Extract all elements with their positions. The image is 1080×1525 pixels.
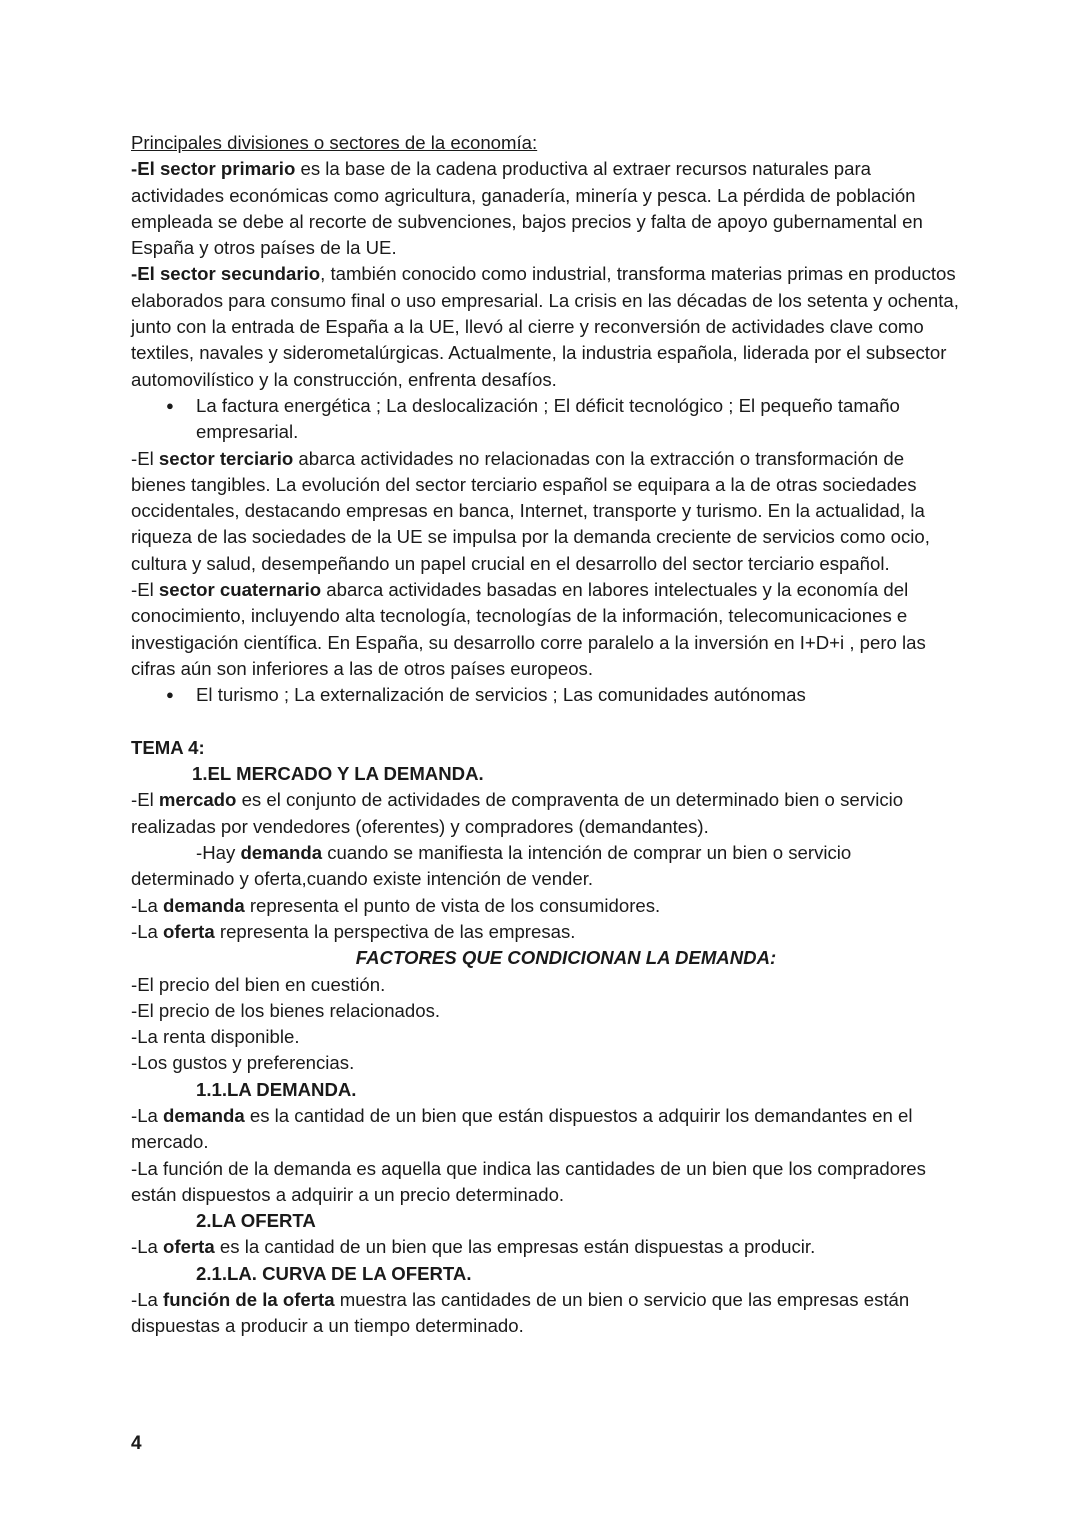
paragraph-demanda-definicion: -La demanda es la cantidad de un bien que están dispuestos a adquirir los demandantes en el mercado.	[131, 1104, 913, 1153]
paragraph-mercado: -El mercado es el conjunto de actividades de compraventa de un determinado bien o servicio realizadas por vendedores (oferentes) y compradores (demandantes).	[131, 789, 904, 837]
term: demanda	[240, 842, 323, 864]
tema-title: TEMA 4:	[131, 736, 205, 758]
term: función de la oferta	[163, 1289, 335, 1311]
term: sector terciario	[158, 447, 294, 469]
term: mercado	[158, 789, 237, 811]
list-item: ● El turismo ; La externalización de servicios ; Las comunidades autónomas	[131, 682, 961, 708]
paragraph-sector-secundario: -El sector secundario, también conocido como industrial, transforma materias primas en productos elaborados para consumo final o uso empresarial. La crisis en las décadas de los setenta y ochenta, junto con la entrada de España a la UE, llevó al cierre y reconversión de actividades clave como textiles, navales y siderometalúrgicas. Actualmente, la industria española, liderada por el subsector automovilístico y la construcción, enfrenta desafíos.	[131, 263, 959, 390]
spacer	[131, 709, 961, 735]
term: oferta	[163, 920, 215, 942]
bullet-list	[131, 682, 961, 708]
factor-item: -El precio del bien en cuestión.	[131, 973, 386, 995]
term: oferta	[163, 1236, 215, 1258]
paragraph-funcion-demanda: -La función de la demanda es aquella que indica las cantidades de un bien que los compradores están dispuestos a adquirir a un precio determinado.	[131, 1157, 926, 1205]
paragraph-funcion-oferta: -La función de la oferta muestra las cantidades de un bien o servicio que las empresas están dispuestas a producir a un tiempo determinado.	[131, 1289, 910, 1337]
paragraph-demanda-punto-vista: -La demanda representa el punto de vista de los consumidores.	[131, 894, 661, 916]
subheading-la-demanda: 1.1.LA DEMANDA.	[196, 1078, 357, 1100]
term: demanda	[163, 1104, 245, 1126]
paragraph-sector-cuaternario: -El sector cuaternario abarca actividades basadas en labores intelectuales y la economía del conocimiento, incluyendo alta tecnología, tecnologías de la información, telecomunicaciones e investigación científica. En España, su desarrollo corre paralelo a la inversión en I+D+i , pero las cifras aún son inferiores a las de otros países europeos.	[131, 579, 926, 679]
factor-item: -La renta disponible.	[131, 1026, 300, 1048]
section-heading: Principales divisiones o sectores de la economía:	[131, 132, 538, 153]
term: sector secundario	[159, 263, 321, 285]
paragraph-oferta-perspectiva: -La oferta representa la perspectiva de las empresas.	[131, 920, 576, 942]
factor-item: -Los gustos y preferencias.	[131, 1052, 355, 1074]
term: sector cuaternario	[158, 579, 322, 601]
paragraph-hay-demanda: -Hay demanda cuando se manifiesta la intención de comprar un bien o servicio	[196, 842, 852, 864]
bullet-list	[131, 393, 961, 446]
subheading-curva-oferta: 2.1.LA. CURVA DE LA OFERTA.	[196, 1262, 472, 1284]
paragraph-sector-primario: -El sector primario es la base de la cadena productiva al extraer recursos naturales para actividades económicas como agricultura, ganadería, minería y pesca. La pérdida de población empleada se debe al recorte de subvenciones, bajos precios y falta de apoyo gubernamental en España y otros países de la UE.	[131, 158, 923, 259]
paragraph-oferta-definicion: -La oferta es la cantidad de un bien que las empresas están dispuestas a producir.	[131, 1236, 816, 1258]
term: sector primario	[159, 158, 296, 180]
list-item: ● La factura energética ; La deslocalización ; El déficit tecnológico ; El pequeño tamaño empresarial.	[131, 393, 961, 446]
factores-title: FACTORES QUE CONDICIONAN LA DEMANDA:	[355, 947, 777, 969]
subheading-mercado: 1.EL MERCADO Y LA DEMANDA.	[192, 763, 484, 785]
page-number: 4	[131, 1433, 142, 1454]
document-page	[131, 130, 961, 1340]
paragraph-hay-demanda-cont: determinado y oferta,cuando existe intención de vender.	[131, 868, 594, 890]
subheading-la-oferta: 2.LA OFERTA	[196, 1210, 316, 1232]
paragraph-sector-terciario: -El sector terciario abarca actividades no relacionadas con la extracción o transformación de bienes tangibles. La evolución del sector terciario español se equipara a la de otras sociedades occidentales, destacando empresas en banca, Internet, transporte y turismo. En la actualidad, la riqueza de las sociedades de la UE se impulsa por la demanda creciente de servicios como ocio, cultura y salud, desempeñando un papel crucial en el desarrollo del sector terciario español.	[131, 447, 930, 574]
factor-item: -El precio de los bienes relacionados.	[131, 999, 441, 1021]
term: demanda	[163, 894, 245, 916]
